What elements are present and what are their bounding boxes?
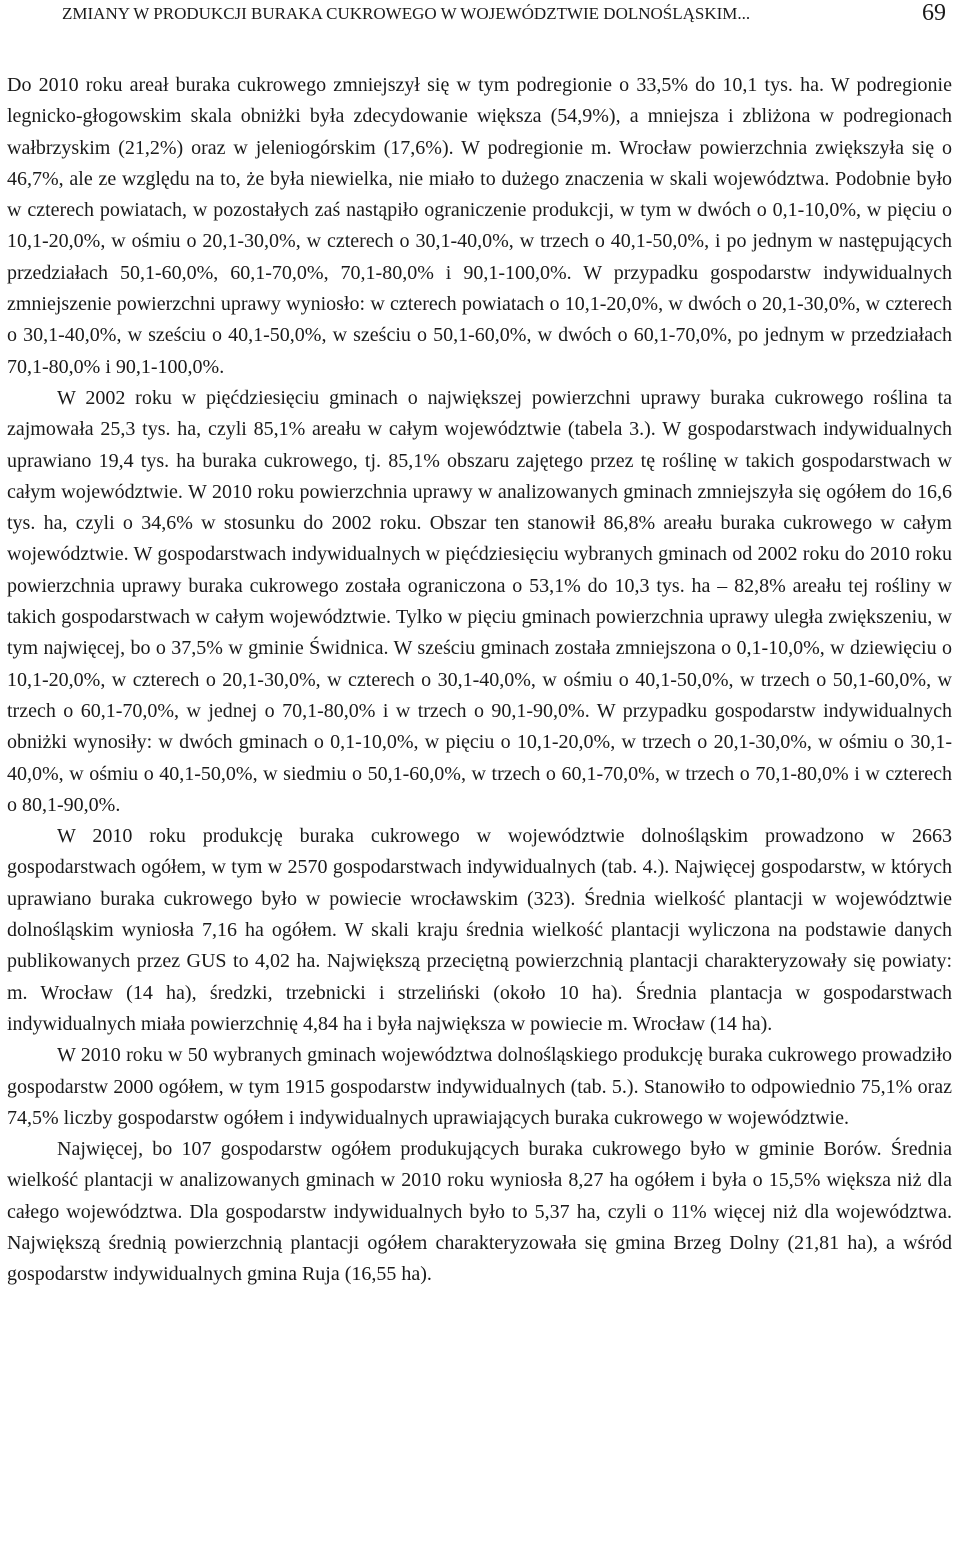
body-text bbox=[7, 70, 952, 1291]
running-header-title: ZMIANY W PRODUKCJI BURAKA CUKROWEGO W WOJEWÓDZTWIE DOLNOŚLĄSKIM... bbox=[62, 4, 751, 23]
paragraph: Najwięcej, bo 107 gospodarstw ogółem produkujących buraka cukrowego było w gminie Borów. Średnia wielkość plantacji w analizowanych gminach w 2010 roku wyniosła 8,27 ha ogółem i była o 15,5% większa niż dla całego województwa. Dla gospodarstw indywidualnych było to 5,37 ha, czyli o 11% więcej niż dla województwa. Największą średnią powierzchnią plantacji ogółem charakteryzowała się gmina Brzeg Dolny (21,81 ha), a wśród gospodarstw indywidualnych gmina Ruja (16,55 ha). bbox=[7, 1138, 952, 1286]
running-header bbox=[62, 0, 946, 27]
paragraph: W 2010 roku produkcję buraka cukrowego w województwie dolnośląskim prowadzono w 2663 gospodarstwach ogółem, w tym w 2570 gospodarstwach indywidualnych (tab. 4.). Najwięcej gospodarstw, w których uprawiano buraka cukrowego było w powiecie wrocławskim (323). Średnia wielkość plantacji w województwie dolnośląskim wyniosła 7,16 ha ogółem. W skali kraju średnia wielkość plantacji wyliczona na podstawie danych publikowanych przez GUS to 4,02 ha. Największą przeciętną powierzchnią plantacji charakteryzowały się powiaty: m. Wrocław (14 ha), średzki, trzebnicki i strzeliński (około 10 ha). Średnia plantacja w gospodarstwach indywidualnych miała powierzchnię 4,84 ha i była największa w powiecie m. Wrocław (14 ha). bbox=[7, 825, 952, 1035]
paragraph: W 2010 roku w 50 wybranych gminach województwa dolnośląskiego produkcję buraka cukrowego prowadziło gospodarstw 2000 ogółem, w tym 1915 gospodarstw indywidualnych (tab. 5.). Stanowiło to odpowiednio 75,1% oraz 74,5% liczby gospodarstw ogółem i indywidualnych uprawiających buraka cukrowego w województwie. bbox=[7, 1044, 952, 1129]
paragraph: W 2002 roku w pięćdziesięciu gminach o największej powierzchni uprawy buraka cukrowego roślina ta zajmowała 25,3 tys. ha, czyli 85,1% areału w całym województwie (tabela 3.). W gospodarstwach indywidualnych uprawiano 19,4 tys. ha buraka cukrowego, tj. 85,1% obszaru zajętego przez tę roślinę w takich gospodarstwach w całym województwie. W 2010 roku powierzchnia uprawy w analizowanych gminach zmniejszyła się ogółem do 16,6 tys. ha, czyli o 34,6% w stosunku do 2002 roku. Obszar ten stanowił 86,8% areału buraka cukrowego w całym województwie. W gospodarstwach indywidualnych w pięćdziesięciu wybranych gminach od 2002 roku do 2010 roku powierzchnia uprawy buraka cukrowego została ograniczona o 53,1% do 10,3 tys. ha – 82,8% areału tej rośliny w takich gospodarstwach w całym województwie. Tylko w pięciu gminach powierzchnia uprawy uległa zwiększeniu, w tym najwięcej, bo o 37,5% w gminie Świdnica. W sześciu gminach została zmniejszona o 0,1-10,0%, w dziewięciu o 10,1-20,0%, w czterech o 20,1-30,0%, w czterech o 30,1-40,0%, w ośmiu o 40,1-50,0%, w trzech o 50,1-60,0%, w trzech o 60,1-70,0%, w jednej o 70,1-80,0% i w trzech o 90,1-90,0%. W przypadku gospodarstw indywidualnych obniżki wynosiły: w dwóch gminach o 0,1-10,0%, w pięciu o 10,1-20,0%, w trzech o 20,1-30,0%, w ośmiu o 30,1-40,0%, w ośmiu o 40,1-50,0%, w siedmiu o 50,1-60,0%, w trzech o 60,1-70,0%, w trzech o 70,1-80,0% i w czterech o 80,1-90,0%. bbox=[7, 386, 952, 816]
paragraph: Do 2010 roku areał buraka cukrowego zmniejszył się w tym podregionie o 33,5% do 10,1 tys. ha. W podregionie legnicko-głogowskim skala obniżki była zdecydowanie większa (54,9%), a mniejsza i zbliżona w podregionach wałbrzyskim (21,2%) oraz w jeleniogórskim (17,6%). W podregionie m. Wrocław powierzchnia zwiększyła się o 46,7%, ale ze względu na to, że była niewielka, nie miało to dużego znaczenia w skali województwa. Podobnie było w czterech powiatach, w pozostałych zaś nastąpiło ograniczenie produkcji, w tym w dwóch o 0,1-10,0%, w pięciu o 10,1-20,0%, w ośmiu o 20,1-30,0%, w czterech o 30,1-40,0%, w trzech o 40,1-50,0%, i po jednym w następujących przedziałach 50,1-60,0%, 60,1-70,0%, 70,1-80,0% i 90,1-100,0%. W przypadku gospodarstw indywidualnych zmniejszenie powierzchni uprawy wyniosło: w czterech powiatach o 10,1-20,0%, w dwóch o 20,1-30,0%, w czterech o 30,1-40,0%, w sześciu o 40,1-50,0%, w sześciu o 50,1-60,0%, w dwóch o 60,1-70,0%, po jednym w przedziałach 70,1-80,0% i 90,1-100,0%. bbox=[7, 74, 952, 378]
page-number: 69 bbox=[922, 0, 946, 26]
